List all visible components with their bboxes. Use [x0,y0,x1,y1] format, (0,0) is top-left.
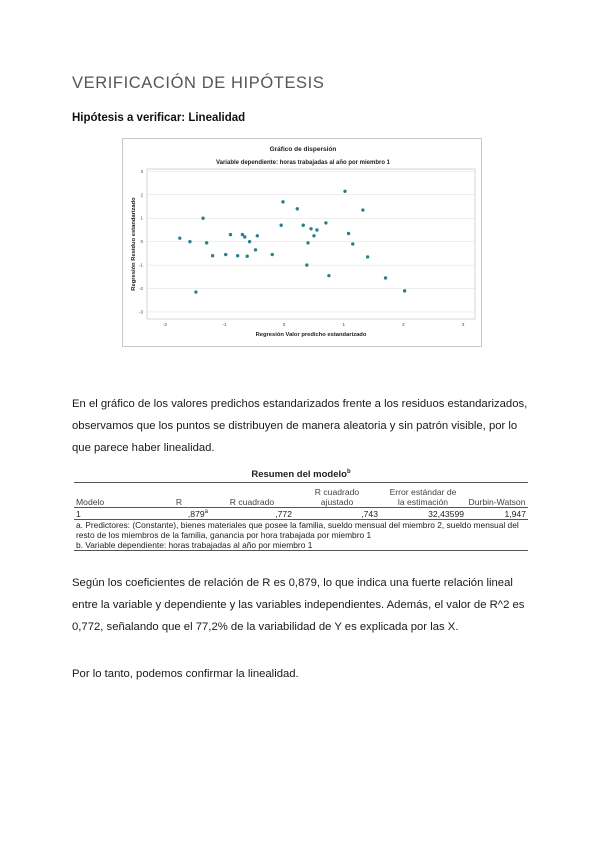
y-tick-label: 1 [140,215,143,221]
header-std-error-line2: la estimación [397,497,449,507]
scatter-point [178,236,181,239]
y-tick-label: 3 [140,168,143,174]
scatter-point [361,208,364,211]
table-header-row [74,483,528,508]
scatter-point [194,290,197,293]
y-tick-label: 0 [140,239,143,245]
header-durbin-watson: Durbin-Watson [466,483,528,508]
cell-std-error: 32,43599 [380,508,466,520]
cell-modelo: 1 [74,508,148,520]
cell-r2-adj: ,743 [294,508,380,520]
x-tick-label: 1 [342,322,346,327]
scatter-point [205,241,208,244]
header-r: R [148,483,210,508]
y-tick-label: -2 [138,286,143,292]
scatter-point [312,234,315,237]
chart-title: Gráfico de dispersión [269,146,337,153]
table-caption [74,468,528,483]
paragraph-coefficients: Según los coeficientes de relación de R es 0,879, lo que indica una fuerte relación lineal entre la variable y dependiente y las variables independientes. Además, el valor de R^2 es 0,772, señalando que el 77,2% de la variabilidad de Y es explicada por las X. [72,577,525,633]
scatter-point [347,232,350,235]
cell-durbin-watson: 1,947 [466,508,528,520]
footnote-a: a. Predictores: (Constante), bienes materiales que posee la familia, sueldo mensual del miembro 2, sueldo mensual del resto de los miembros de la familia, ganancia por hora trabajada por miembro 1 [76,520,519,540]
scatter-point [315,228,318,231]
chart-subtitle: Variable dependiente: horas trabajadas al año por miembro 1 [215,160,391,166]
cell-r-value: ,879 [187,508,205,519]
x-tick-label: 3 [461,322,465,327]
scatter-point [271,253,274,256]
cell-r-sup: a [204,508,208,515]
scatter-point [302,224,305,227]
scatter-point [211,254,214,257]
footnote-b: b. Variable dependiente: horas trabajadas al año por miembro 1 [74,540,528,551]
paragraph-linearity-observation: En el gráfico de los valores predichos estandarizados frente a los residuos estandarizados, observamos que los puntos se distribuyen de manera aleatoria y sin patrón visible, por lo que parece haber linealidad. [72,398,528,454]
scatter-point [188,240,191,243]
x-tick-label: -2 [162,322,167,327]
header-r2-adj-line2: ajustado [320,497,354,507]
scatter-point [254,248,257,251]
x-tick-label: -1 [222,322,227,327]
header-r2-adj [294,483,380,508]
table-caption-sup: b [346,469,351,476]
scatter-point [224,253,227,256]
plot-area [147,169,475,319]
x-tick-label: 2 [402,322,405,327]
scatter-point [248,240,251,243]
x-tick-label: 0 [282,322,286,327]
scatter-point [256,234,259,237]
header-std-error [380,483,466,508]
header-r2: R cuadrado [210,483,294,508]
scatter-point [281,200,284,203]
scatter-point [229,233,232,236]
y-tick-label: -3 [138,309,143,315]
header-std-error-line1: Error estándar de [389,487,457,497]
scatter-point [324,221,327,224]
scatter-point [201,217,204,220]
scatter-point [245,254,248,257]
scatter-point [236,254,239,257]
scatter-point [384,276,387,279]
section-heading: VERIFICACIÓN DE HIPÓTESIS [72,74,325,92]
y-axis-label: Regresión Residuo estandarizado [131,197,137,291]
scatter-point [403,289,406,292]
y-tick-label: 2 [140,192,143,198]
scatter-plot-svg [123,139,481,346]
scatter-chart [122,138,482,347]
x-axis-label: Regresión Valor predicho estandarizado [255,332,367,338]
table-row [74,508,528,520]
header-r2-adj-line1: R cuadrado [314,487,360,497]
model-summary-table [74,468,528,551]
scatter-point [305,263,308,266]
hypothesis-subheading: Hipótesis a verificar: Linealidad [72,112,246,124]
scatter-point [309,227,312,230]
scatter-point [351,242,354,245]
scatter-point [366,255,369,258]
scatter-point [306,241,309,244]
paragraph-conclusion: Por lo tanto, podemos confirmar la linealidad. [72,668,299,680]
header-modelo: Modelo [74,483,148,508]
table-caption-text: Resumen del modelo [251,469,347,481]
scatter-point [243,235,246,238]
scatter-point [296,207,299,210]
cell-r2: ,772 [210,508,294,520]
scatter-point [279,224,282,227]
scatter-point [327,274,330,277]
scatter-point [343,190,346,193]
cell-r [148,508,210,520]
y-tick-label: -1 [138,262,143,268]
